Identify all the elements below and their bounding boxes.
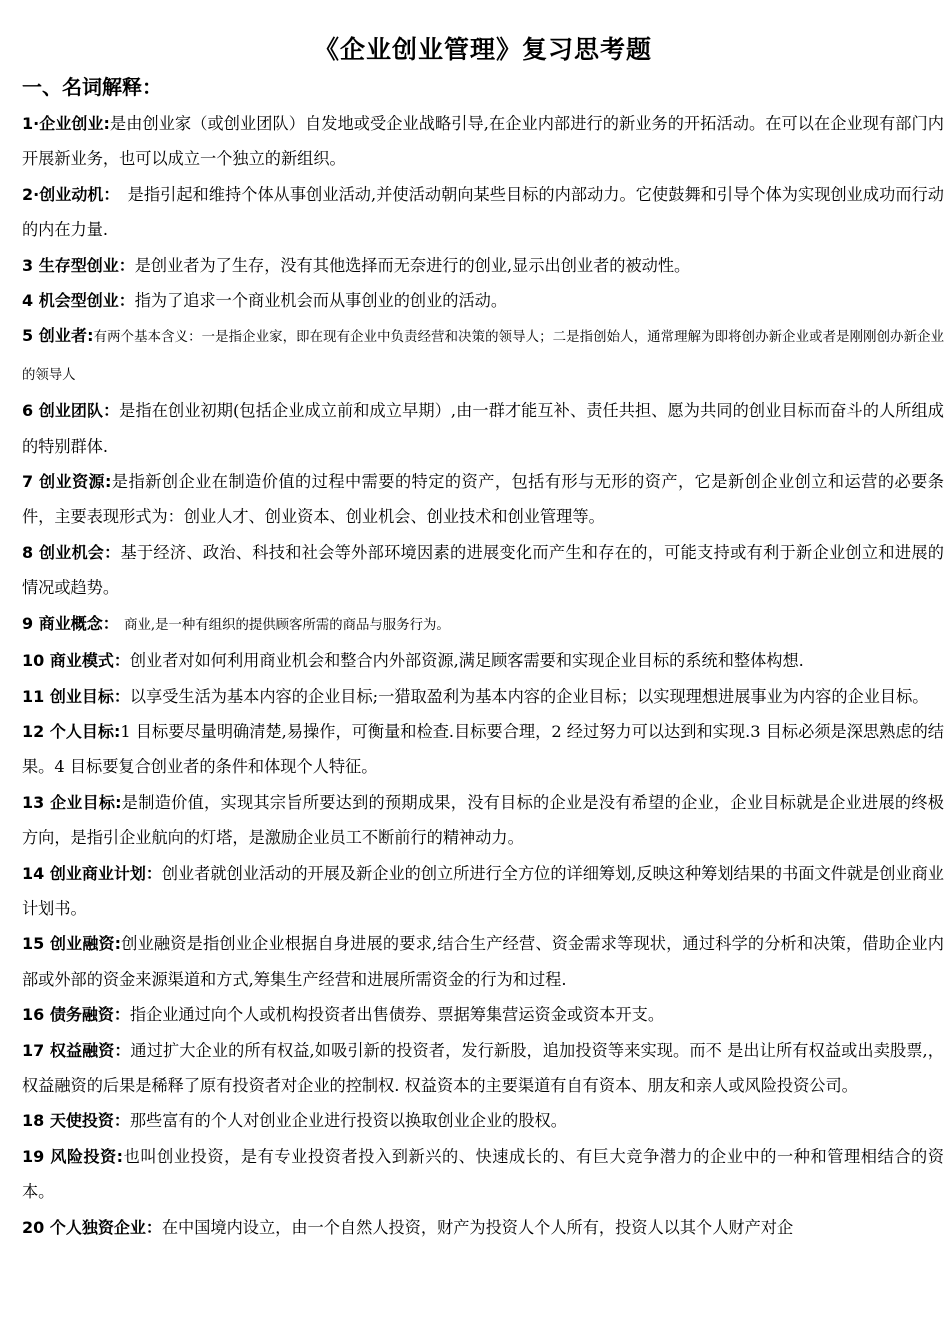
entry-term: 19 风险投资: [22,1146,124,1166]
definition-entry [22,464,944,535]
entry-term: 13 企业目标: [22,792,122,812]
entry-term: 14 创业商业计划： [22,863,162,883]
entry-definition: 通过扩大企业的所有权益,如吸引新的投资者，发行新股，追加投资等来实现。而不 是出让所有权益或出卖股票,，权益融资的后果是稀释了原有投资者对企业的控制权. 权益资本的主要渠道有自有资本、朋友和亲人或风险投资公司。 [22,1040,944,1095]
section-heading: 一、名词解释： [22,75,162,99]
entry-term: 2·创业动机： [22,184,112,204]
entry-term: 8 创业机会： [22,542,121,562]
entry-definition: 是创业者为了生存，没有其他选择而无奈进行的创业,显示出创业者的被动性。 [134,255,691,275]
definition-entry [22,1033,944,1104]
entry-definition: 是指在创业初期(包括企业成立前和成立早期）,由一群才能互补、责任共担、愿为共同的创业目标而奋斗的人所组成的特别群体. [22,401,944,456]
entry-definition: 创业者就创业活动的开展及新企业的创立所进行全方位的详细筹划,反映这种筹划结果的书面文件就是创业商业计划书。 [22,863,944,918]
entry-definition: 也叫创业投资，是有专业投资者投入到新兴的、快速成长的、有巨大竞争潜力的企业中的一种和管理相结合的资本。 [22,1146,944,1202]
entry-definition: 有两个基本含义：一是指企业家，即在现有企业中负责经营和决策的领导人；二是指创始人，通常理解为即将创办新企业或者是刚刚创办新企业的领导人 [22,330,944,383]
definition-entry [22,714,944,785]
definition-entry [22,1139,944,1210]
definition-entry [22,393,944,464]
entry-term: 15 创业融资: [22,934,122,954]
entry-definition: 那些富有的个人对创业企业进行投资以换取创业企业的股权。 [129,1111,567,1131]
definition-entry [22,535,944,606]
definition-entry [22,926,944,997]
entry-term: 3 生存型创业： [22,255,135,275]
entry-definition: 是指引起和维持个体从事创业活动,并使活动朝向某些目标的内部动力。它使鼓舞和引导个体为实现创业成功而行动的内在力量. [22,184,944,240]
entry-term: 7 创业资源: [22,472,112,492]
entry-term: 18 天使投资： [22,1111,130,1131]
definition-entry [22,283,944,318]
entry-term: 20 个人独资企业： [22,1217,162,1237]
definition-entry [22,606,944,643]
entry-definition: 创业融资是指创业企业根据自身进展的要求,结合生产经营、资金需求等现状，通过科学的分析和决策，借助企业内部或外部的资金来源渠道和方式,筹集生产经营和进展所需资金的行为和过程. [22,934,944,989]
entry-term: 17 权益融资： [22,1040,131,1060]
entry-definition: 在中国境内设立，由一个自然人投资，财产为投资人个人所有，投资人以其个人财产对企 [161,1217,794,1237]
entry-term: 1·企业创业: [22,114,110,133]
entry-definition: 基于经济、政治、科技和社会等外部环境因素的进展变化而产生和存在的，可能支持或有利于新企业创立和进展的情况或趋势。 [22,542,944,598]
definition-entry [22,177,944,248]
definition-entry [22,679,944,714]
definition-entry [22,106,944,177]
definition-entry [22,1103,944,1138]
definition-entry [22,785,944,856]
entry-term: 6 创业团队： [22,401,120,421]
entry-term: 16 债务融资： [22,1005,130,1025]
definition-entry [22,1210,944,1245]
definition-entry [22,318,944,393]
definition-entry [22,856,944,927]
entry-definition: 创业者对如何利用商业机会和整合内外部资源,满足顾客需要和实现企业目标的系统和整体构想. [129,651,804,671]
definition-list [22,106,944,1245]
entry-definition: 是由创业家（或创业团队）自发地或受企业战略引导,在企业内部进行的新业务的开拓活动。在可以在企业现有部门内开展新业务，也可以成立一个独立的新组织。 [22,114,944,169]
entry-definition: 指为了追求一个商业机会而从事创业的创业的活动。 [134,291,508,311]
entry-definition: 是指新创企业在制造价值的过程中需要的特定的资产，包括有形与无形的资产，它是新创企业创立和运营的必要条件，主要表现形式为：创业人才、创业资本、创业机会、创业技术和创业管理等。 [22,472,944,527]
entry-term: 9 商业概念： [22,613,111,633]
definition-entry [22,997,944,1032]
entry-term: 12 个人目标: [22,721,121,741]
entry-definition: 指企业通过向个人或机构投资者出售债券、票据筹集营运资金或资本开支。 [129,1005,665,1025]
entry-term: 4 机会型创业： [22,291,135,311]
definition-entry [22,643,944,678]
entry-term: 5 创业者: [22,326,94,346]
entry-term: 10 商业模式： [22,651,130,671]
entry-definition: 以享受生活为基本内容的企业目标;一猎取盈利为基本内容的企业目标；以实现理想进展事业为内容的企业目标。 [129,686,929,706]
entry-definition: 是制造价值，实现其宗旨所要达到的预期成果，没有目标的企业是没有希望的企业，企业目标就是企业进展的终极方向，是指引企业航向的灯塔，是激励企业员工不断前行的精神动力。 [22,792,944,848]
entry-term: 11 创业目标： [22,686,130,706]
document-title: 《企业创业管理》复习思考题 [313,35,652,64]
entry-definition: 商业,是一种有组织的提供顾客所需的商品与服务行为。 [110,617,450,633]
entry-definition: 1 目标要尽量明确清楚,易操作，可衡量和检查.目标要合理，2 经过努力可以达到和实现.3 目标必须是深思熟虑的结果。4 目标要复合创业者的条件和体现个人特征。 [22,721,944,777]
definition-entry [22,248,944,283]
